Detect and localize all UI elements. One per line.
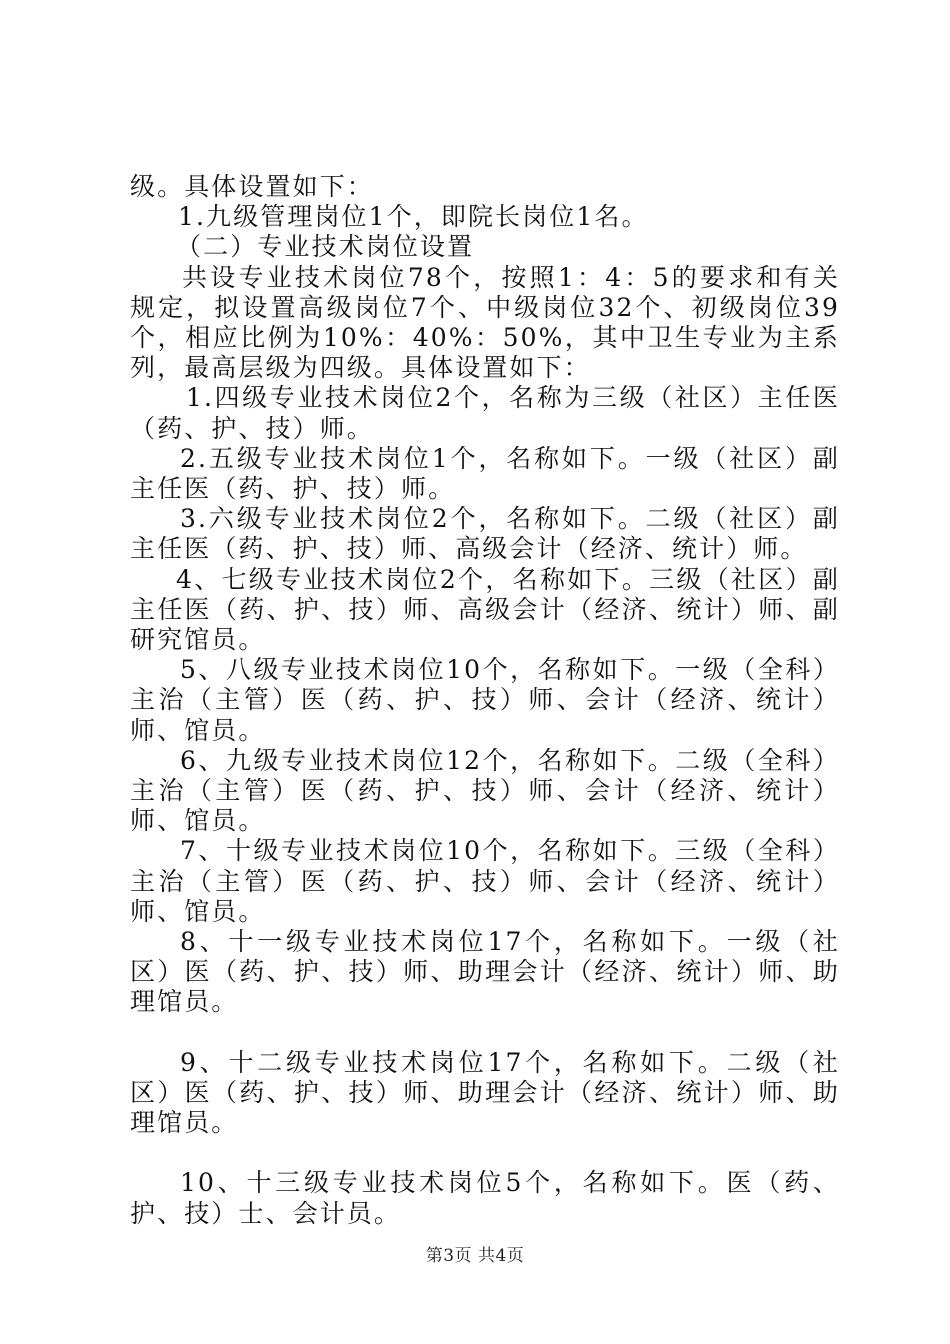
paragraph-spacer xyxy=(130,1018,840,1048)
paragraph: 级。具体设置如下： xyxy=(130,172,374,201)
page-footer: 第3页 共4页 xyxy=(425,1246,525,1266)
paragraph: 1.九级管理岗位1个，即院长岗位1名。 xyxy=(178,202,649,232)
paragraph: 2.五级专业技术岗位1个，名称如下。一级（社区）副主任医（药、护、技）师。 xyxy=(130,443,840,504)
paragraph: 9、十二级专业技术岗位17个，名称如下。二级（社区）医（药、护、技）师、助理会计（经济、统计）师、助理馆员。 xyxy=(130,1047,840,1138)
paragraph: 1.四级专业技术岗位2个，名称为三级（社区）主任医（药、护、技）师。 xyxy=(130,383,840,443)
paragraph: 共设专业技术岗位78个，按照1：4：5的要求和有关规定，拟设置高级岗位7个、中级岗位32个、初级岗位39个，相应比例为10%：40%：50%，其中卫生专业为主系列，最高层级为四级。具体设置如下： xyxy=(130,262,840,383)
paragraph: 10、十三级专业技术岗位5个，名称如下。医（药、护、技）士、会计员。 xyxy=(130,1168,840,1228)
paragraph: 6、九级专业技术岗位12个，名称如下。二级（全科）主治（主管）医（药、护、技）师、会计（经济、统计）师、馆员。 xyxy=(130,745,840,836)
paragraph: 5、八级专业技术岗位10个，名称如下。一级（全科）主治（主管）医（药、护、技）师、会计（经济、统计）师、馆员。 xyxy=(130,655,840,745)
paragraph: （二）专业技术岗位设置 xyxy=(176,232,475,262)
paragraph: 8、十一级专业技术岗位17个，名称如下。一级（社区）医（药、护、技）师、助理会计（经济、统计）师、助理馆员。 xyxy=(130,927,840,1017)
paragraph: 7、十级专业技术岗位10个，名称如下。三级（全科）主治（主管）医（药、护、技）师、会计（经济、统计）师、馆员。 xyxy=(130,836,840,926)
paragraph-spacer xyxy=(130,1138,840,1168)
paragraph: 3.六级专业技术岗位2个，名称如下。二级（社区）副主任医（药、护、技）师、高级会计（经济、统计）师。 xyxy=(130,504,840,564)
paragraph: 4、七级专业技术岗位2个，名称如下。三级（社区）副主任医（药、护、技）师、高级会计（经济、统计）师、副研究馆员。 xyxy=(130,564,840,655)
document-body xyxy=(130,172,840,1229)
